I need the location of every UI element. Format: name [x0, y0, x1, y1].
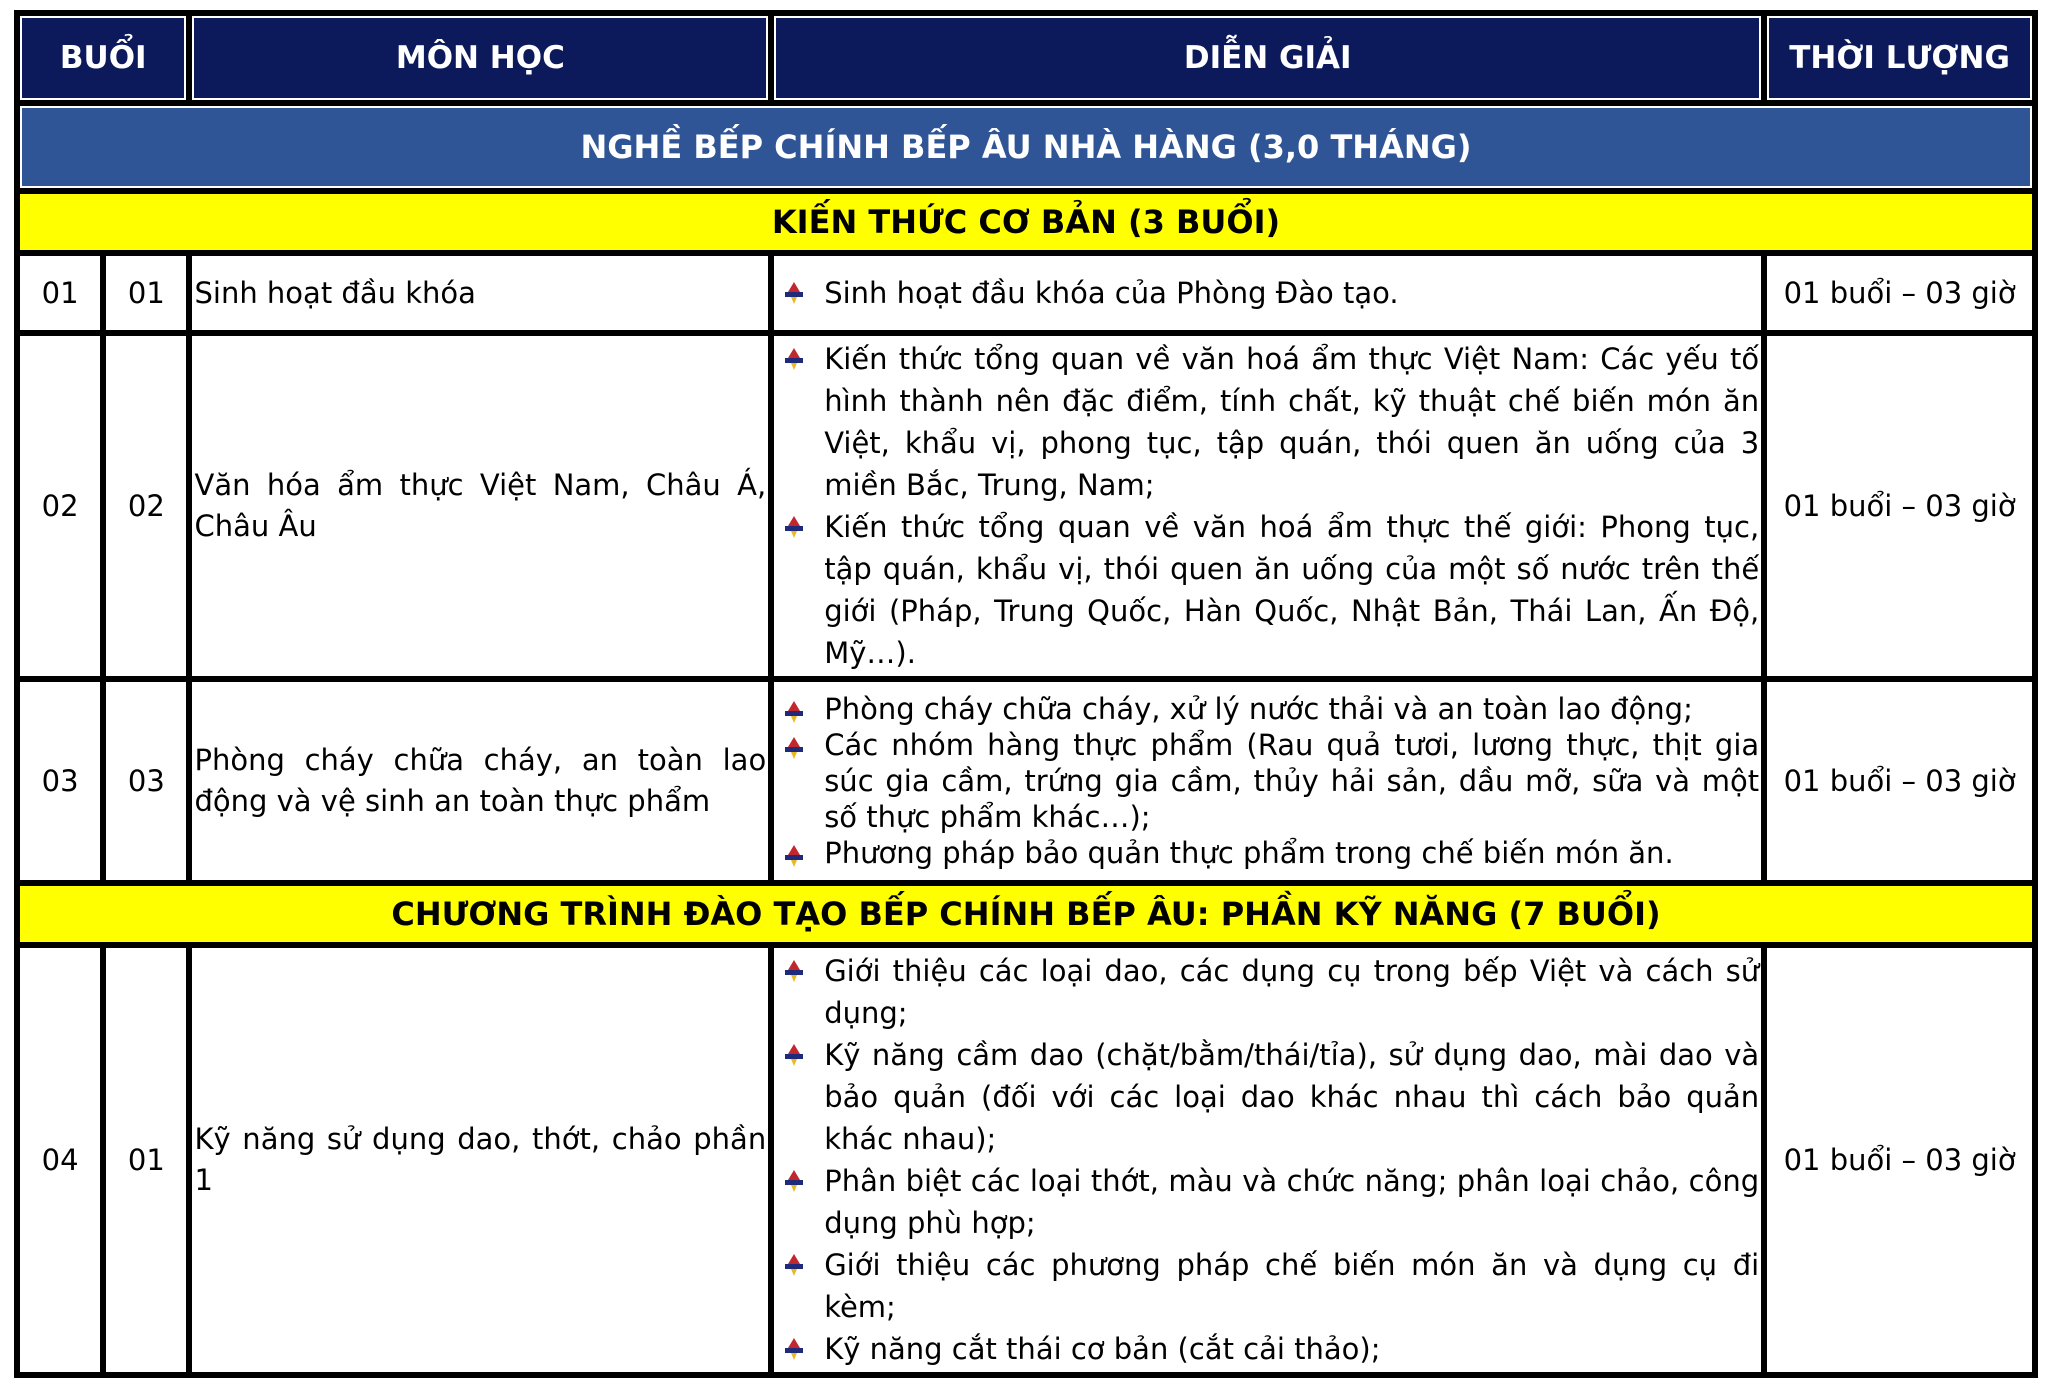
description-text: Kiến thức tổng quan về văn hoá ẩm thực thế giới: Phong tục, tập quán, khẩu vị, thói quen ăn uống của một số nước trên thế giới (Pháp, Trung Quốc, Hàn Quốc, Nhật Bản, Thái Lan, Ấn Độ, Mỹ…). [824, 510, 1760, 670]
duration-cell: 01 buổi – 03 giờ [1767, 256, 2032, 330]
description-text: Kiến thức tổng quan về văn hoá ẩm thực Việt Nam: Các yếu tố hình thành nên đặc điểm, tính chất, kỹ thuật chế biến món ăn Việt, khẩu vị, phong tục, tập quán, thói quen ăn uống của 3 miền Bắc, Trung, Nam; [824, 342, 1760, 502]
description-cell [774, 256, 1761, 330]
pushpin-bullet-icon [782, 699, 806, 723]
session-number: 04 [20, 948, 100, 1372]
description-text: Phương pháp bảo quản thực phẩm trong chế biến món ăn. [824, 836, 1674, 870]
subject-cell: Phòng cháy chữa cháy, an toàn lao động và vệ sinh an toàn thực phẩm [192, 682, 768, 880]
section-row [20, 194, 2032, 250]
lesson-number: 01 [106, 948, 186, 1372]
session-number: 01 [20, 256, 100, 330]
description-item [776, 1034, 1759, 1160]
table-row [20, 336, 2032, 676]
description-text: Kỹ năng cắt thái cơ bản (cắt cải thảo); [824, 1332, 1381, 1366]
description-item [776, 1328, 1759, 1370]
description-item [776, 272, 1759, 314]
lesson-number: 02 [106, 336, 186, 676]
description-text: Phân biệt các loại thớt, màu và chức năng; phân loại chảo, công dụng phù hợp; [824, 1164, 1760, 1240]
description-text: Các nhóm hàng thực phẩm (Rau quả tươi, lương thực, thịt gia súc gia cầm, trứng gia cầm, thủy hải sản, dầu mỡ, sữa và một số thực phẩm khác…); [824, 728, 1760, 834]
description-item [776, 1244, 1759, 1328]
course-schedule-table [14, 10, 2038, 1378]
header-mon-hoc: MÔN HỌC [192, 16, 768, 100]
session-number: 02 [20, 336, 100, 676]
description-text: Giới thiệu các phương pháp chế biến món ăn và dụng cụ đi kèm; [824, 1248, 1760, 1324]
description-item [776, 950, 1759, 1034]
header-buoi: BUỔI [20, 16, 186, 100]
pushpin-bullet-icon [782, 346, 806, 370]
pushpin-bullet-icon [782, 1336, 806, 1360]
pushpin-bullet-icon [782, 1168, 806, 1192]
lesson-number: 03 [106, 682, 186, 880]
description-text: Giới thiệu các loại dao, các dụng cụ trong bếp Việt và cách sử dụng; [824, 954, 1760, 1030]
description-text: Phòng cháy chữa cháy, xử lý nước thải và an toàn lao động; [824, 692, 1693, 726]
pushpin-bullet-icon [782, 1042, 806, 1066]
duration-cell: 01 buổi – 03 giờ [1767, 682, 2032, 880]
lesson-number: 01 [106, 256, 186, 330]
program-title: NGHỀ BẾP CHÍNH BẾP ÂU NHÀ HÀNG (3,0 THÁNG) [20, 106, 2032, 188]
description-item [776, 1160, 1759, 1244]
description-item [776, 506, 1759, 674]
header-dien-giai: DIỄN GIẢI [774, 16, 1761, 100]
header-thoi-luong: THỜI LƯỢNG [1767, 16, 2032, 100]
table-row [20, 682, 2032, 880]
description-cell [774, 682, 1761, 880]
session-number: 03 [20, 682, 100, 880]
description-text: Kỹ năng cầm dao (chặt/bằm/thái/tỉa), sử dụng dao, mài dao và bảo quản (đối với các loại dao khác nhau thì cách bảo quản khác nhau); [824, 1038, 1760, 1156]
description-cell [774, 948, 1761, 1372]
description-cell [774, 336, 1761, 676]
pushpin-bullet-icon [782, 843, 806, 867]
description-item [776, 691, 1759, 727]
section-title: KIẾN THỨC CƠ BẢN (3 BUỔI) [20, 194, 2032, 250]
description-item [776, 727, 1759, 835]
section-row [20, 886, 2032, 942]
subject-cell: Văn hóa ẩm thực Việt Nam, Châu Á, Châu Âu [192, 336, 768, 676]
pushpin-bullet-icon [782, 958, 806, 982]
schedule-wrapper [14, 10, 2038, 1378]
header-row [20, 16, 2032, 100]
duration-cell: 01 buổi – 03 giờ [1767, 948, 2032, 1372]
pushpin-bullet-icon [782, 735, 806, 759]
duration-cell: 01 buổi – 03 giờ [1767, 336, 2032, 676]
pushpin-bullet-icon [782, 280, 806, 304]
description-text: Sinh hoạt đầu khóa của Phòng Đào tạo. [824, 276, 1399, 310]
pushpin-bullet-icon [782, 514, 806, 538]
section-title: CHƯƠNG TRÌNH ĐÀO TẠO BẾP CHÍNH BẾP ÂU: PHẦN KỸ NĂNG (7 BUỔI) [20, 886, 2032, 942]
subject-cell: Kỹ năng sử dụng dao, thớt, chảo phần 1 [192, 948, 768, 1372]
subject-cell: Sinh hoạt đầu khóa [192, 256, 768, 330]
pushpin-bullet-icon [782, 1252, 806, 1276]
table-row [20, 948, 2032, 1372]
program-row [20, 106, 2032, 188]
table-row [20, 256, 2032, 330]
description-item [776, 835, 1759, 871]
description-item [776, 338, 1759, 506]
